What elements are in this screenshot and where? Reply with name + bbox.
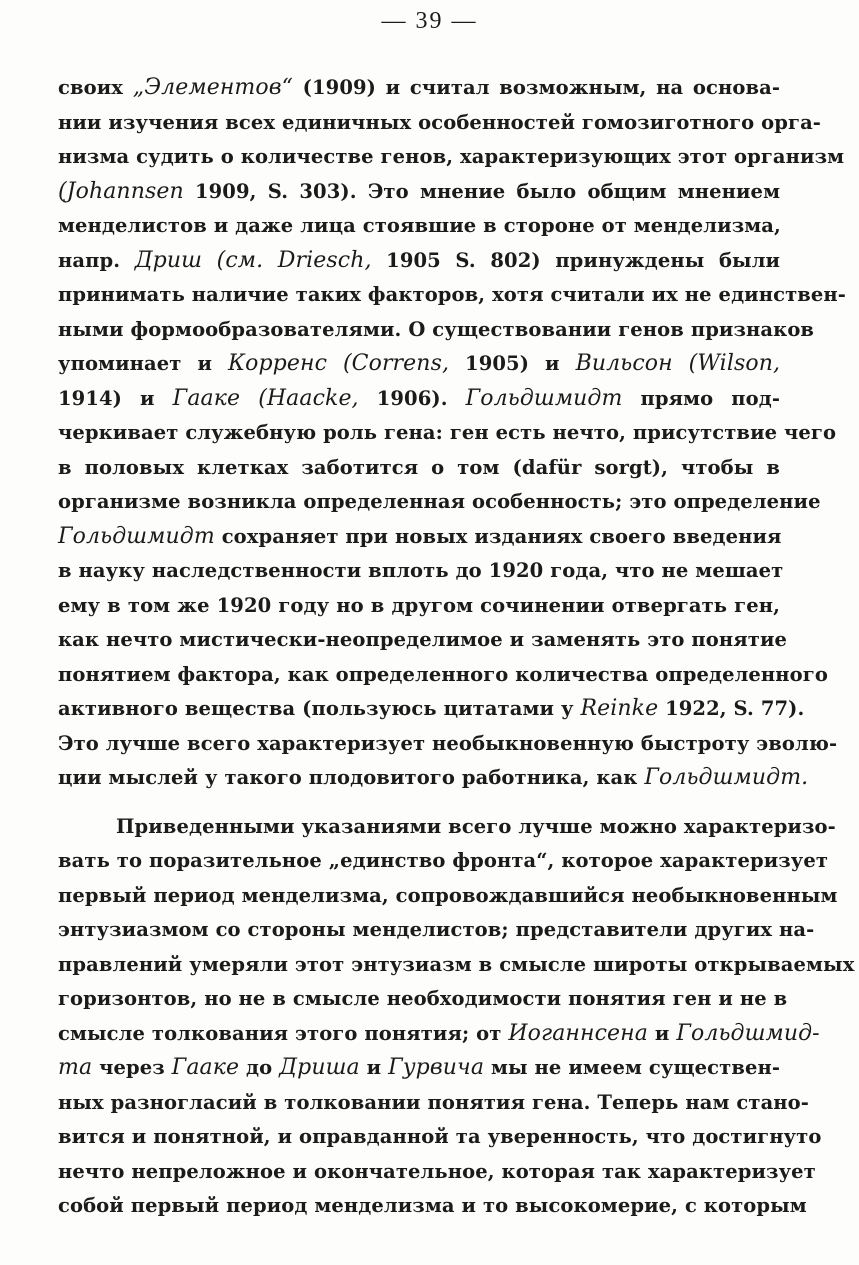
italic-word: Гольдшмидт [58,523,215,549]
word: и [654,1021,670,1045]
word: введения [672,524,782,548]
italic-word: (Johannsen [58,178,184,204]
text-line [58,1017,820,1052]
text-line: принимать наличие таких факторов, хотя считали их не единствен- [58,283,846,306]
word: S. [455,248,476,272]
italic-word: Гольдшмид- [676,1020,820,1046]
text-line: вать то поразительное „единство фронта“, которое характеризует [58,849,829,872]
text-line: первый период менделизма, сопровождавшийся необыкновенным [58,883,838,907]
word: имеем [568,1056,642,1079]
paragraph-1 [58,71,846,796]
text-line: правлений умеряли этот энтузиазм в смысле широты открываемых [58,952,855,976]
italic-word: Гольдшмидт [465,385,623,411]
word: (1909) [302,76,376,99]
italic-word: Гурвича [388,1055,485,1080]
word: плодовитого [308,766,455,789]
word: изданиях [474,524,583,548]
text-line: в половых клетках заботится о том (dafür sorgt), чтобы в [58,455,780,479]
word: этого [295,1021,358,1045]
word: 77). [760,697,805,720]
word: как [596,766,638,789]
italic-word: Driesch, [277,247,372,273]
word: прямо [640,386,714,410]
word: не [534,1056,562,1079]
word: работника, [461,766,590,789]
word: своего [589,524,666,548]
word: мыслей [108,766,199,789]
word: и [366,1056,382,1079]
word: через [99,1056,165,1079]
text-line: черкивает служебную роль гена: ген есть нечто, присутствие чего [58,421,837,444]
word: и [140,386,155,410]
word: 1905) [465,352,530,375]
italic-word: Гааке [172,385,241,411]
text-line: вится и понятной, и оправданной та уверенность, что достигнуто [58,1125,822,1148]
italic-word: „Элементов“ [132,75,293,100]
page-number: — 39 — [381,8,478,34]
text-line [58,692,805,727]
text-line: Это лучше всего характеризует необыкновенную быстроту эволю- [58,731,838,755]
text-line: как нечто мистически-неопределимое и заменять это понятие [58,628,788,651]
word: напр. [58,248,121,272]
italic-word: (Wilson, [688,351,781,376]
italic-word: Иоганнсена [508,1020,648,1046]
word: цитатами [443,697,555,720]
word: мнением [677,179,781,203]
word: 303). [299,179,357,203]
word: такого [224,766,302,789]
word: 1905 [386,248,441,272]
word: 1922, [665,697,727,720]
text-line: Приведенными указаниями всего лучше можно характеризо- [116,814,836,838]
text-line: менделистов и даже лица стоявшие в стороне от менделизма, [58,214,781,237]
word: от [476,1021,502,1045]
word: S. [267,179,289,203]
word: общим [587,179,667,203]
word: своих [58,76,124,99]
text-line: собой первый период менделизма и то высокомерие, с которым [58,1194,807,1217]
text-line: нии изучения всех единичных особенностей гомозиготного орга- [58,110,821,134]
word: были [718,248,781,272]
word: 1909, [194,179,257,203]
italic-word: Гааке [171,1055,240,1080]
word: мы [490,1056,528,1079]
text-line: понятием фактора, как определенного количества определенного [58,662,828,686]
text-line [58,520,780,555]
text-line [58,244,780,279]
word: и [197,352,213,375]
word: до [246,1056,273,1079]
italic-word: та [58,1055,93,1080]
italic-word: (см. [216,247,264,273]
word: у [560,697,574,720]
word: считал [409,76,490,99]
text-line [58,71,780,106]
text-line [58,175,780,210]
text-line [58,347,780,382]
word: на [656,76,684,99]
word: S. [733,697,754,720]
italic-word: Дриш [134,247,203,273]
text-line: энтузиазмом со стороны менделистов; представители других на- [58,918,815,941]
word: понятия; [364,1021,470,1045]
word: мнение [419,179,506,203]
word: Это [367,179,409,203]
word: 1914) [58,386,122,410]
text-line: ему в том же 1920 году но в другом сочинении отвергать ген, [58,593,780,617]
word: ции [58,766,102,789]
word: активного [58,697,178,720]
word: упоминает [58,352,182,375]
word: принуждены [555,248,705,272]
word: новых [394,524,468,548]
text-line: ных разногласий в толковании понятия гена. Теперь нам стано- [58,1090,809,1114]
text-line [58,1051,780,1086]
text-line [58,761,809,796]
italic-word: Вильсон [575,351,673,376]
text-line: горизонтов, но не в смысле необходимости понятия ген и не в [58,987,788,1010]
italic-word: (Correns, [342,351,450,376]
word: смысле [58,1021,145,1045]
text-line: низма судить о количестве генов, характеризующих этот организм [58,145,845,168]
word: у [205,766,218,789]
text-line: ными формообразователями. О существовании генов признаков [58,317,815,341]
word: и [385,76,401,99]
word: 1906). [376,386,448,410]
text-line: организме возникла определенная особенность; это определение [58,490,821,513]
word: и [545,352,560,375]
word: основа- [692,76,781,99]
word: под- [731,386,781,410]
word: возможным, [499,76,647,99]
word: сохраняет [221,524,339,548]
body-text [58,71,855,1224]
italic-word: Гольдшмидт. [644,765,809,790]
word: вещества [184,697,296,720]
italic-word: (Haacke, [258,385,359,411]
word: было [516,179,577,203]
word: 802) [490,248,541,272]
italic-word: Дриша [279,1055,360,1080]
word: толкования [151,1021,289,1045]
paragraph-2 [58,810,855,1224]
word: существен- [648,1056,781,1079]
italic-word: Reinke [580,696,659,721]
text-line [58,382,780,417]
text-line: нечто непреложное и окончательное, которая так характеризует [58,1159,816,1183]
word: (пользуюсь [302,697,437,720]
italic-word: Корренс [228,351,327,376]
text-line: в науку наследственности вплоть до 1920 года, что не мешает [58,559,784,582]
word: при [345,524,389,548]
